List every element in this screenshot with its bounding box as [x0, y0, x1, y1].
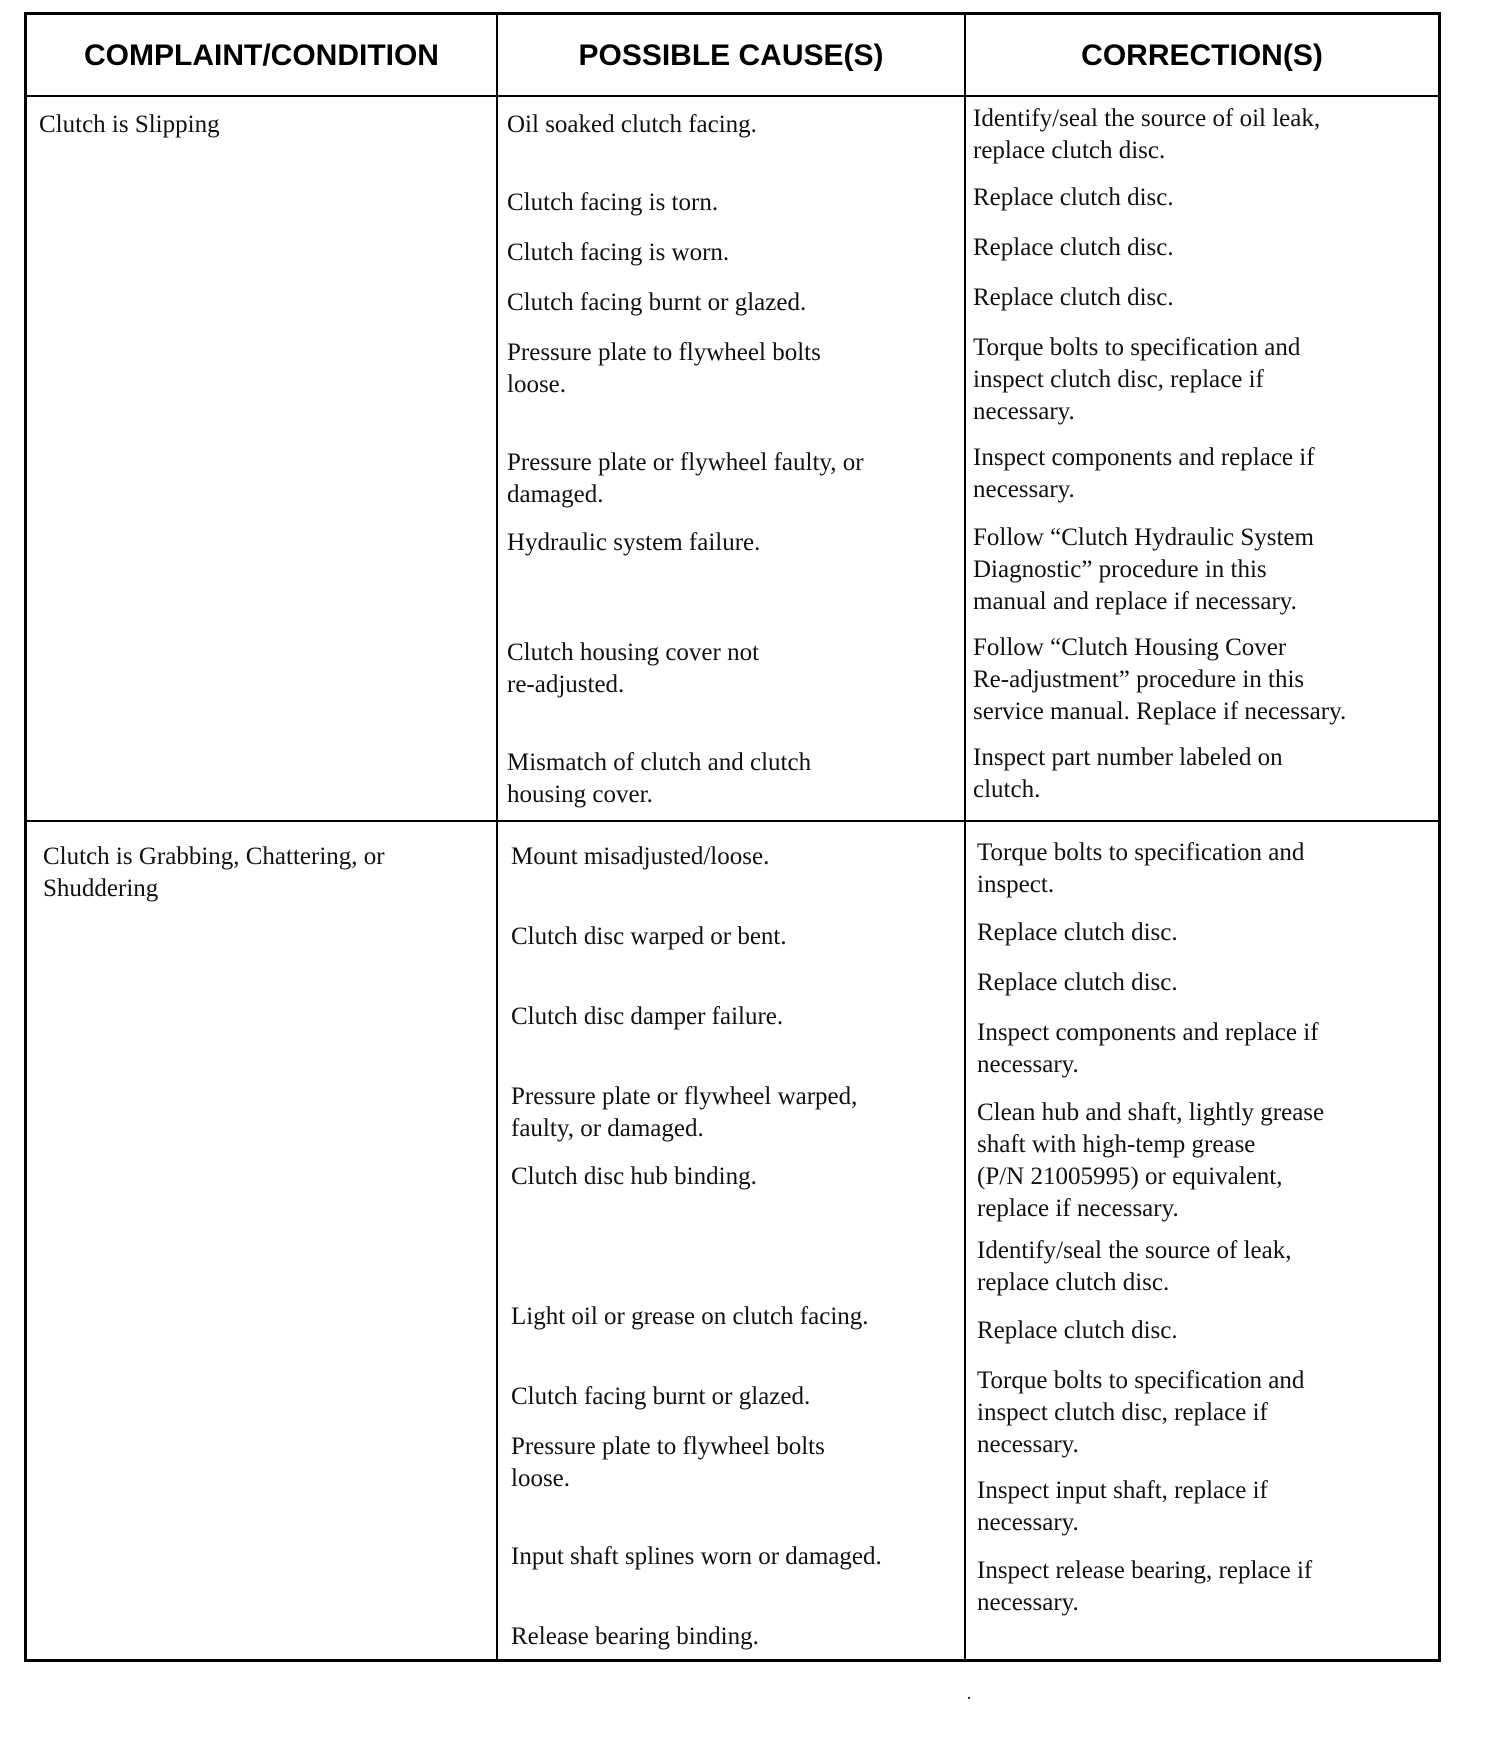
- cause-text: Clutch facing burnt or glazed.: [507, 289, 807, 316]
- cause-text: Mismatch of clutch and clutch housing cover.: [507, 749, 812, 808]
- correction-text: Replace clutch disc.: [977, 969, 1178, 996]
- header-correction: CORRECTION(S): [1081, 39, 1323, 72]
- cause-text: Clutch disc warped or bent.: [511, 923, 787, 950]
- column-divider: [964, 15, 966, 1659]
- correction-text: Replace clutch disc.: [973, 184, 1174, 211]
- correction-text: Inspect part number labeled on clutch.: [973, 744, 1283, 803]
- cause-text: Light oil or grease on clutch facing.: [511, 1303, 869, 1330]
- correction-text: Replace clutch disc.: [973, 284, 1174, 311]
- cause-text: Clutch facing is torn.: [507, 189, 719, 216]
- correction-text: Clean hub and shaft, lightly grease shaft with high-temp grease (P/N 21005995) or equivalent, replace if necessary.: [977, 1099, 1325, 1222]
- complaint-text: Clutch is Slipping: [39, 111, 220, 138]
- cause-text: Pressure plate or flywheel faulty, or damaged.: [507, 449, 864, 508]
- cause-text: Clutch disc hub binding.: [511, 1163, 757, 1190]
- cause-text: Pressure plate to flywheel bolts loose.: [511, 1433, 825, 1492]
- correction-text: Identify/seal the source of leak, replace clutch disc.: [977, 1237, 1292, 1296]
- correction-text: Inspect components and replace if necessary.: [977, 1019, 1319, 1078]
- cause-text: Clutch disc damper failure.: [511, 1003, 784, 1030]
- cause-text: Oil soaked clutch facing.: [507, 111, 757, 138]
- correction-text: Inspect components and replace if necessary.: [973, 444, 1315, 503]
- cause-text: Release bearing binding.: [511, 1623, 759, 1650]
- header-cause: POSSIBLE CAUSE(S): [578, 39, 884, 72]
- cause-text: Mount misadjusted/loose.: [511, 843, 770, 870]
- correction-text: Replace clutch disc.: [977, 919, 1178, 946]
- cause-text: Hydraulic system failure.: [507, 529, 761, 556]
- cause-text: Clutch facing burnt or glazed.: [511, 1383, 811, 1410]
- header-complaint: COMPLAINT/CONDITION: [84, 39, 439, 72]
- cause-text: Pressure plate or flywheel warped, faulty, or damaged.: [511, 1083, 858, 1142]
- speck: [968, 1697, 970, 1699]
- row-divider: [27, 820, 1438, 822]
- correction-text: Inspect release bearing, replace if necessary.: [977, 1557, 1313, 1616]
- correction-text: Replace clutch disc.: [973, 234, 1174, 261]
- cause-text: Clutch facing is worn.: [507, 239, 730, 266]
- cause-text: Pressure plate to flywheel bolts loose.: [507, 339, 821, 398]
- correction-text: Torque bolts to specification and inspect clutch disc, replace if necessary.: [977, 1367, 1305, 1458]
- correction-text: Torque bolts to specification and inspect clutch disc, replace if necessary.: [973, 334, 1301, 425]
- column-divider: [496, 15, 498, 1659]
- correction-text: Torque bolts to specification and inspect.: [977, 839, 1305, 898]
- cause-text: Input shaft splines worn or damaged.: [511, 1543, 882, 1570]
- cause-text: Clutch housing cover not re-adjusted.: [507, 639, 760, 698]
- troubleshooting-table: [24, 12, 1441, 1662]
- correction-text: Inspect input shaft, replace if necessary.: [977, 1477, 1268, 1536]
- correction-text: Follow “Clutch Hydraulic System Diagnostic” procedure in this manual and replace if necessary.: [973, 524, 1314, 615]
- complaint-text: Clutch is Grabbing, Chattering, or Shuddering: [43, 843, 385, 902]
- correction-text: Follow “Clutch Housing Cover Re-adjustment” procedure in this service manual. Replace if necessary.: [973, 634, 1347, 725]
- correction-text: Replace clutch disc.: [977, 1317, 1178, 1344]
- correction-text: Identify/seal the source of oil leak, replace clutch disc.: [973, 105, 1321, 164]
